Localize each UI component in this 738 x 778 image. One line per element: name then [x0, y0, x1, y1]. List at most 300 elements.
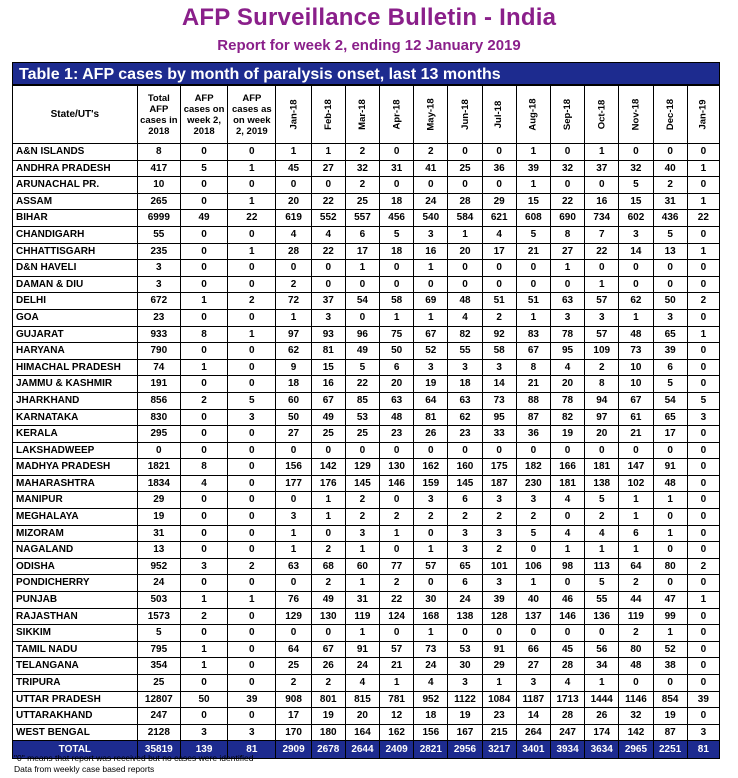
value-cell: 0 — [276, 492, 311, 509]
value-cell: 1 — [619, 509, 653, 526]
value-cell: 17 — [482, 243, 516, 260]
value-cell: 39 — [516, 160, 550, 177]
state-name-cell: RAJASTHAN — [13, 608, 138, 625]
value-cell: 0 — [516, 276, 550, 293]
value-cell: 130 — [380, 459, 414, 476]
value-cell: 83 — [516, 326, 550, 343]
value-cell: 60 — [345, 558, 379, 575]
value-cell: 3 — [516, 492, 550, 509]
value-cell: 44 — [619, 592, 653, 609]
table-row — [13, 542, 720, 559]
value-cell: 5 — [180, 160, 227, 177]
value-cell: 1 — [653, 625, 687, 642]
value-cell: 1 — [311, 144, 345, 161]
value-cell: 1 — [380, 675, 414, 692]
table-row — [13, 658, 720, 675]
value-cell: 97 — [585, 409, 619, 426]
value-cell: 0 — [687, 144, 719, 161]
table-row — [13, 392, 720, 409]
value-cell: 1 — [180, 658, 227, 675]
value-cell: 31 — [380, 160, 414, 177]
value-cell: 1 — [276, 309, 311, 326]
value-cell: 2 — [311, 575, 345, 592]
value-cell: 1 — [345, 625, 379, 642]
value-cell: 0 — [180, 525, 227, 542]
value-cell: 0 — [228, 442, 276, 459]
value-cell: 0 — [180, 276, 227, 293]
value-cell: 142 — [619, 724, 653, 741]
value-cell: 235 — [137, 243, 180, 260]
value-cell: 25 — [311, 426, 345, 443]
value-cell: 0 — [345, 309, 379, 326]
value-cell: 27 — [276, 426, 311, 443]
value-cell: 801 — [311, 691, 345, 708]
value-cell: 0 — [482, 177, 516, 194]
value-cell: 17 — [653, 426, 687, 443]
value-cell: 0 — [550, 276, 584, 293]
value-cell: 19 — [137, 509, 180, 526]
value-cell: 5 — [653, 226, 687, 243]
value-cell: 2 — [687, 293, 719, 310]
value-cell: 1 — [414, 542, 448, 559]
value-cell: 4 — [180, 475, 227, 492]
value-cell: 230 — [516, 475, 550, 492]
value-cell: 5 — [619, 177, 653, 194]
total-value-cell: 139 — [180, 741, 227, 759]
value-cell: 23 — [380, 426, 414, 443]
value-cell: 1573 — [137, 608, 180, 625]
value-cell: 75 — [380, 326, 414, 343]
footnotes — [14, 753, 253, 775]
value-cell: 95 — [482, 409, 516, 426]
value-cell: 29 — [137, 492, 180, 509]
value-cell: 175 — [482, 459, 516, 476]
value-cell: 3 — [482, 525, 516, 542]
state-name-cell: PONDICHERRY — [13, 575, 138, 592]
value-cell: 19 — [311, 708, 345, 725]
table-row — [13, 708, 720, 725]
value-cell: 77 — [380, 558, 414, 575]
value-cell: 31 — [653, 193, 687, 210]
value-cell: 1 — [228, 160, 276, 177]
value-cell: 8 — [585, 376, 619, 393]
value-cell: 621 — [482, 210, 516, 227]
value-cell: 5 — [585, 492, 619, 509]
value-cell: 24 — [345, 658, 379, 675]
table-row — [13, 193, 720, 210]
value-cell: 1 — [516, 575, 550, 592]
col-header-month: Oct-18 — [585, 86, 619, 144]
value-cell: 952 — [414, 691, 448, 708]
table-row — [13, 343, 720, 360]
value-cell: 0 — [687, 708, 719, 725]
state-name-cell: DAMAN & DIU — [13, 276, 138, 293]
value-cell: 1 — [414, 309, 448, 326]
value-cell: 18 — [380, 243, 414, 260]
value-cell: 97 — [276, 326, 311, 343]
value-cell: 187 — [482, 475, 516, 492]
value-cell: 159 — [414, 475, 448, 492]
value-cell: 0 — [276, 442, 311, 459]
value-cell: 0 — [687, 376, 719, 393]
value-cell: 129 — [276, 608, 311, 625]
value-cell: 62 — [448, 409, 482, 426]
value-cell: 0 — [180, 675, 227, 692]
col-header-week2-2018: AFP cases on week 2, 2018 — [180, 86, 227, 144]
value-cell: 20 — [585, 426, 619, 443]
value-cell: 50 — [380, 343, 414, 360]
total-value-cell: 2821 — [414, 741, 448, 759]
value-cell: 0 — [228, 226, 276, 243]
value-cell: 182 — [516, 459, 550, 476]
table-row — [13, 160, 720, 177]
total-value-cell: 2678 — [311, 741, 345, 759]
value-cell: 38 — [653, 658, 687, 675]
value-cell: 61 — [619, 409, 653, 426]
value-cell: 73 — [619, 343, 653, 360]
value-cell: 25 — [345, 193, 379, 210]
value-cell: 32 — [619, 708, 653, 725]
value-cell: 1 — [482, 675, 516, 692]
value-cell: 9 — [276, 359, 311, 376]
value-cell: 0 — [550, 442, 584, 459]
value-cell: 24 — [448, 592, 482, 609]
value-cell: 1 — [516, 309, 550, 326]
col-header-month: Feb-18 — [311, 86, 345, 144]
value-cell: 0 — [414, 575, 448, 592]
value-cell: 0 — [228, 658, 276, 675]
value-cell: 0 — [228, 376, 276, 393]
value-cell: 5 — [516, 226, 550, 243]
col-header-month: Jul-18 — [482, 86, 516, 144]
state-name-cell: BIHAR — [13, 210, 138, 227]
value-cell: 24 — [414, 658, 448, 675]
value-cell: 0 — [180, 542, 227, 559]
value-cell: 1 — [414, 260, 448, 277]
value-cell: 180 — [311, 724, 345, 741]
value-cell: 1 — [380, 309, 414, 326]
value-cell: 1 — [585, 144, 619, 161]
value-cell: 933 — [137, 326, 180, 343]
value-cell: 0 — [228, 177, 276, 194]
value-cell: 27 — [516, 658, 550, 675]
value-cell: 31 — [345, 592, 379, 609]
value-cell: 16 — [311, 376, 345, 393]
value-cell: 24 — [414, 193, 448, 210]
value-cell: 0 — [345, 442, 379, 459]
value-cell: 18 — [448, 376, 482, 393]
value-cell: 0 — [687, 625, 719, 642]
value-cell: 0 — [550, 625, 584, 642]
state-name-cell: MADHYA PRADESH — [13, 459, 138, 476]
value-cell: 19 — [448, 708, 482, 725]
value-cell: 60 — [276, 392, 311, 409]
value-cell: 1713 — [550, 691, 584, 708]
value-cell: 68 — [311, 558, 345, 575]
value-cell: 557 — [345, 210, 379, 227]
value-cell: 28 — [448, 193, 482, 210]
value-cell: 102 — [619, 475, 653, 492]
value-cell: 0 — [687, 608, 719, 625]
value-cell: 790 — [137, 343, 180, 360]
value-cell: 0 — [180, 442, 227, 459]
value-cell: 24 — [137, 575, 180, 592]
value-cell: 908 — [276, 691, 311, 708]
value-cell: 0 — [380, 144, 414, 161]
value-cell: 0 — [687, 459, 719, 476]
value-cell: 1 — [180, 359, 227, 376]
value-cell: 1 — [276, 144, 311, 161]
value-cell: 0 — [228, 575, 276, 592]
value-cell: 64 — [414, 392, 448, 409]
value-cell: 1187 — [516, 691, 550, 708]
value-cell: 37 — [585, 160, 619, 177]
value-cell: 32 — [619, 160, 653, 177]
value-cell: 0 — [380, 442, 414, 459]
value-cell: 0 — [653, 260, 687, 277]
value-cell: 49 — [311, 592, 345, 609]
state-name-cell: GUJARAT — [13, 326, 138, 343]
col-header-month: Jun-18 — [448, 86, 482, 144]
value-cell: 0 — [687, 309, 719, 326]
total-value-cell: 3634 — [585, 741, 619, 759]
value-cell: 4 — [276, 226, 311, 243]
value-cell: 1 — [380, 525, 414, 542]
value-cell: 0 — [311, 260, 345, 277]
value-cell: 2 — [414, 144, 448, 161]
value-cell: 26 — [414, 426, 448, 443]
state-name-cell: UTTAR PRADESH — [13, 691, 138, 708]
value-cell: 4 — [585, 525, 619, 542]
value-cell: 69 — [414, 293, 448, 310]
value-cell: 19 — [550, 426, 584, 443]
value-cell: 1 — [448, 226, 482, 243]
value-cell: 48 — [619, 326, 653, 343]
value-cell: 21 — [619, 426, 653, 443]
value-cell: 0 — [550, 575, 584, 592]
total-label-cell: TOTAL — [13, 741, 138, 759]
value-cell: 39 — [653, 343, 687, 360]
value-cell: 15 — [311, 359, 345, 376]
value-cell: 124 — [380, 608, 414, 625]
value-cell: 0 — [276, 177, 311, 194]
value-cell: 146 — [380, 475, 414, 492]
state-name-cell: ODISHA — [13, 558, 138, 575]
value-cell: 4 — [448, 309, 482, 326]
value-cell: 0 — [482, 260, 516, 277]
value-cell: 0 — [414, 525, 448, 542]
value-cell: 0 — [228, 509, 276, 526]
value-cell: 52 — [414, 343, 448, 360]
value-cell: 146 — [550, 608, 584, 625]
value-cell: 53 — [345, 409, 379, 426]
value-cell: 4 — [550, 525, 584, 542]
value-cell: 73 — [414, 641, 448, 658]
col-header-month: Mar-18 — [345, 86, 379, 144]
total-value-cell: 2956 — [448, 741, 482, 759]
value-cell: 1 — [311, 509, 345, 526]
state-name-cell: GOA — [13, 309, 138, 326]
value-cell: 1 — [228, 193, 276, 210]
value-cell: 540 — [414, 210, 448, 227]
value-cell: 0 — [276, 625, 311, 642]
value-cell: 2 — [311, 675, 345, 692]
table-body — [13, 144, 720, 741]
value-cell: 1 — [550, 260, 584, 277]
value-cell: 87 — [516, 409, 550, 426]
value-cell: 3 — [276, 509, 311, 526]
value-cell: 2 — [619, 625, 653, 642]
value-cell: 57 — [380, 641, 414, 658]
bulletin-subtitle: Report for week 2, ending 12 January 2019 — [217, 37, 521, 54]
value-cell: 5 — [516, 525, 550, 542]
table-row — [13, 409, 720, 426]
total-value-cell: 3401 — [516, 741, 550, 759]
value-cell: 1 — [619, 492, 653, 509]
total-value-cell: 81 — [228, 741, 276, 759]
value-cell: 57 — [585, 326, 619, 343]
col-header-month: Nov-18 — [619, 86, 653, 144]
value-cell: 0 — [180, 343, 227, 360]
value-cell: 0 — [180, 376, 227, 393]
value-cell: 3 — [482, 359, 516, 376]
value-cell: 8 — [180, 326, 227, 343]
value-cell: 0 — [653, 675, 687, 692]
value-cell: 2 — [345, 177, 379, 194]
value-cell: 1 — [585, 675, 619, 692]
value-cell: 2 — [345, 492, 379, 509]
value-cell: 21 — [380, 658, 414, 675]
value-cell: 18 — [380, 193, 414, 210]
afp-cases-table — [12, 85, 720, 759]
value-cell: 52 — [653, 641, 687, 658]
value-cell: 0 — [448, 442, 482, 459]
value-cell: 26 — [585, 708, 619, 725]
value-cell: 1 — [311, 492, 345, 509]
state-name-cell: WEST BENGAL — [13, 724, 138, 741]
value-cell: 0 — [180, 144, 227, 161]
value-cell: 354 — [137, 658, 180, 675]
value-cell: 3 — [180, 558, 227, 575]
value-cell: 1 — [180, 293, 227, 310]
value-cell: 1444 — [585, 691, 619, 708]
value-cell: 0 — [228, 675, 276, 692]
state-name-cell: MAHARASHTRA — [13, 475, 138, 492]
value-cell: 1 — [653, 525, 687, 542]
value-cell: 2 — [653, 177, 687, 194]
value-cell: 0 — [482, 276, 516, 293]
value-cell: 0 — [180, 309, 227, 326]
table-row — [13, 442, 720, 459]
value-cell: 48 — [380, 409, 414, 426]
value-cell: 0 — [687, 542, 719, 559]
state-name-cell: SIKKIM — [13, 625, 138, 642]
value-cell: 1 — [276, 525, 311, 542]
value-cell: 28 — [550, 708, 584, 725]
value-cell: 436 — [653, 210, 687, 227]
state-name-cell: NAGALAND — [13, 542, 138, 559]
value-cell: 0 — [228, 492, 276, 509]
state-name-cell: JHARKHAND — [13, 392, 138, 409]
value-cell: 0 — [311, 525, 345, 542]
value-cell: 0 — [380, 492, 414, 509]
table-row — [13, 691, 720, 708]
value-cell: 4 — [482, 226, 516, 243]
value-cell: 142 — [311, 459, 345, 476]
state-name-cell: HARYANA — [13, 343, 138, 360]
value-cell: 20 — [448, 243, 482, 260]
value-cell: 0 — [687, 525, 719, 542]
value-cell: 0 — [585, 625, 619, 642]
value-cell: 0 — [687, 492, 719, 509]
state-name-cell: UTTARAKHAND — [13, 708, 138, 725]
value-cell: 0 — [448, 625, 482, 642]
value-cell: 0 — [687, 177, 719, 194]
value-cell: 0 — [550, 509, 584, 526]
value-cell: 25 — [448, 160, 482, 177]
value-cell: 552 — [311, 210, 345, 227]
value-cell: 67 — [311, 392, 345, 409]
value-cell: 32 — [550, 160, 584, 177]
value-cell: 6 — [619, 525, 653, 542]
value-cell: 58 — [482, 343, 516, 360]
value-cell: 1821 — [137, 459, 180, 476]
table-row — [13, 144, 720, 161]
value-cell: 0 — [516, 442, 550, 459]
value-cell: 0 — [228, 625, 276, 642]
col-header-month: Sep-18 — [550, 86, 584, 144]
value-cell: 32 — [345, 160, 379, 177]
value-cell: 1834 — [137, 475, 180, 492]
value-cell: 1 — [619, 309, 653, 326]
value-cell: 0 — [311, 442, 345, 459]
value-cell: 51 — [482, 293, 516, 310]
value-cell: 1 — [687, 160, 719, 177]
value-cell: 4 — [550, 675, 584, 692]
value-cell: 145 — [345, 475, 379, 492]
value-cell: 91 — [653, 459, 687, 476]
table-row — [13, 359, 720, 376]
table-row — [13, 260, 720, 277]
table-row — [13, 177, 720, 194]
value-cell: 0 — [687, 509, 719, 526]
value-cell: 0 — [311, 177, 345, 194]
value-cell: 128 — [482, 608, 516, 625]
value-cell: 2 — [380, 509, 414, 526]
value-cell: 0 — [585, 177, 619, 194]
value-cell: 3 — [516, 675, 550, 692]
value-cell: 1 — [276, 542, 311, 559]
value-cell: 63 — [550, 293, 584, 310]
value-cell: 0 — [482, 625, 516, 642]
value-cell: 1 — [228, 592, 276, 609]
value-cell: 0 — [137, 442, 180, 459]
table-row — [13, 459, 720, 476]
value-cell: 0 — [380, 625, 414, 642]
col-header-week2-2019: AFP cases as on week 2, 2019 — [228, 86, 276, 144]
value-cell: 48 — [619, 658, 653, 675]
value-cell: 7 — [585, 226, 619, 243]
value-cell: 795 — [137, 641, 180, 658]
value-cell: 82 — [550, 409, 584, 426]
value-cell: 5 — [380, 226, 414, 243]
value-cell: 830 — [137, 409, 180, 426]
value-cell: 5 — [345, 359, 379, 376]
value-cell: 4 — [550, 359, 584, 376]
table-row — [13, 608, 720, 625]
value-cell: 119 — [345, 608, 379, 625]
value-cell: 92 — [482, 326, 516, 343]
